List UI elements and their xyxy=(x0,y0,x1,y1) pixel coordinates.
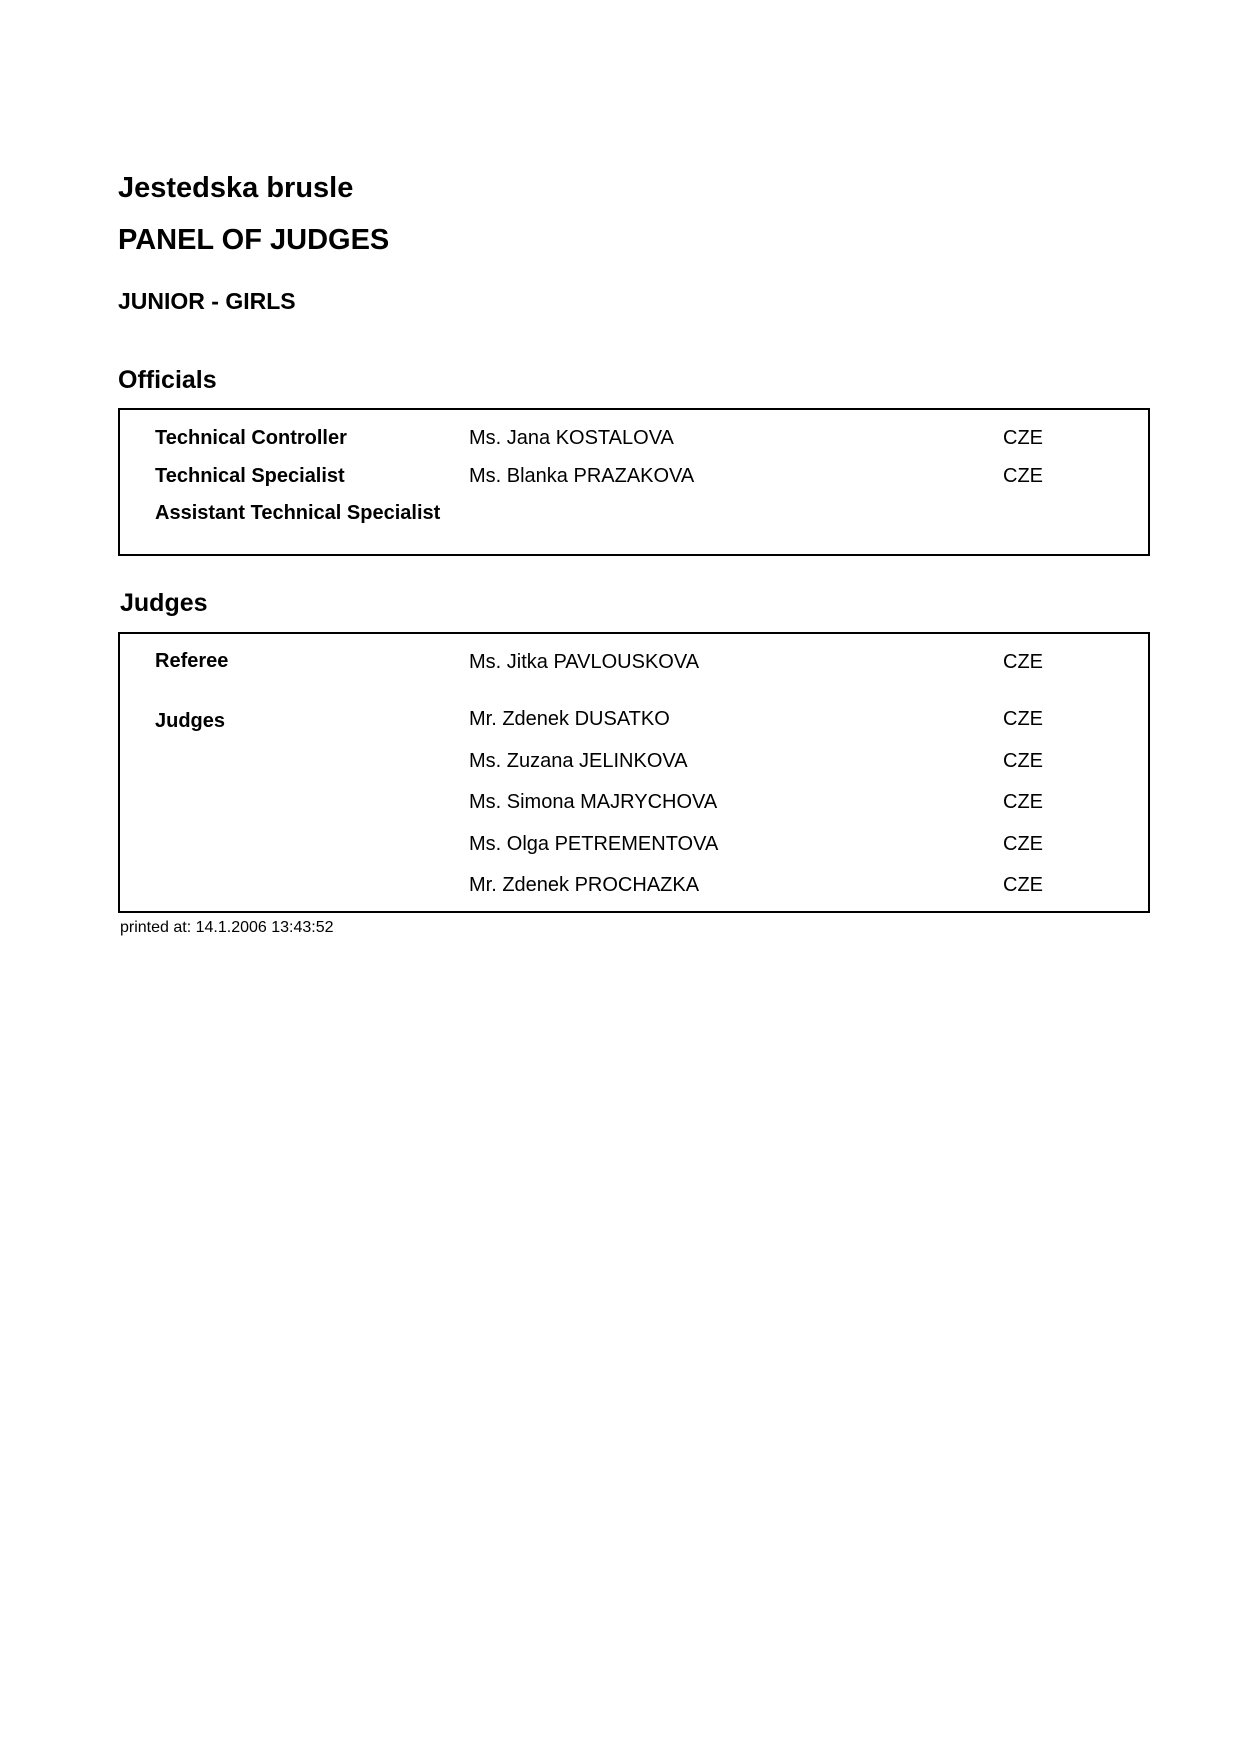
printed-at: printed at: 14.1.2006 13:43:52 xyxy=(120,919,334,936)
category-title: JUNIOR - GIRLS xyxy=(118,288,296,314)
judge-name: Mr. Zdenek PROCHAZKA xyxy=(469,874,700,896)
official-role: Assistant Technical Specialist xyxy=(155,502,441,524)
referee-nation: CZE xyxy=(1003,651,1043,673)
judge-nation: CZE xyxy=(1003,791,1043,813)
judges-label: Judges xyxy=(155,710,226,732)
referee-label: Referee xyxy=(155,650,229,672)
judge-name: Ms. Olga PETREMENTOVA xyxy=(469,833,719,855)
judges-panel xyxy=(118,632,1150,913)
judge-name: Mr. Zdenek DUSATKO xyxy=(469,708,670,730)
official-role: Technical Specialist xyxy=(155,465,345,487)
official-name: Ms. Blanka PRAZAKOVA xyxy=(469,465,695,487)
official-name: Ms. Jana KOSTALOVA xyxy=(469,427,674,449)
judge-name: Ms. Simona MAJRYCHOVA xyxy=(469,791,718,813)
official-nation: CZE xyxy=(1003,465,1043,487)
officials-panel xyxy=(118,408,1150,556)
judge-name: Ms. Zuzana JELINKOVA xyxy=(469,750,688,772)
document-title: PANEL OF JUDGES xyxy=(118,224,390,256)
referee-name: Ms. Jitka PAVLOUSKOVA xyxy=(469,651,700,673)
judge-nation: CZE xyxy=(1003,874,1043,896)
judge-nation: CZE xyxy=(1003,750,1043,772)
official-nation: CZE xyxy=(1003,427,1043,449)
event-title: Jestedska brusle xyxy=(118,172,354,204)
judges-heading: Judges xyxy=(120,589,208,617)
official-role: Technical Controller xyxy=(155,427,347,449)
judge-nation: CZE xyxy=(1003,833,1043,855)
officials-heading: Officials xyxy=(118,366,217,394)
judge-nation: CZE xyxy=(1003,708,1043,730)
